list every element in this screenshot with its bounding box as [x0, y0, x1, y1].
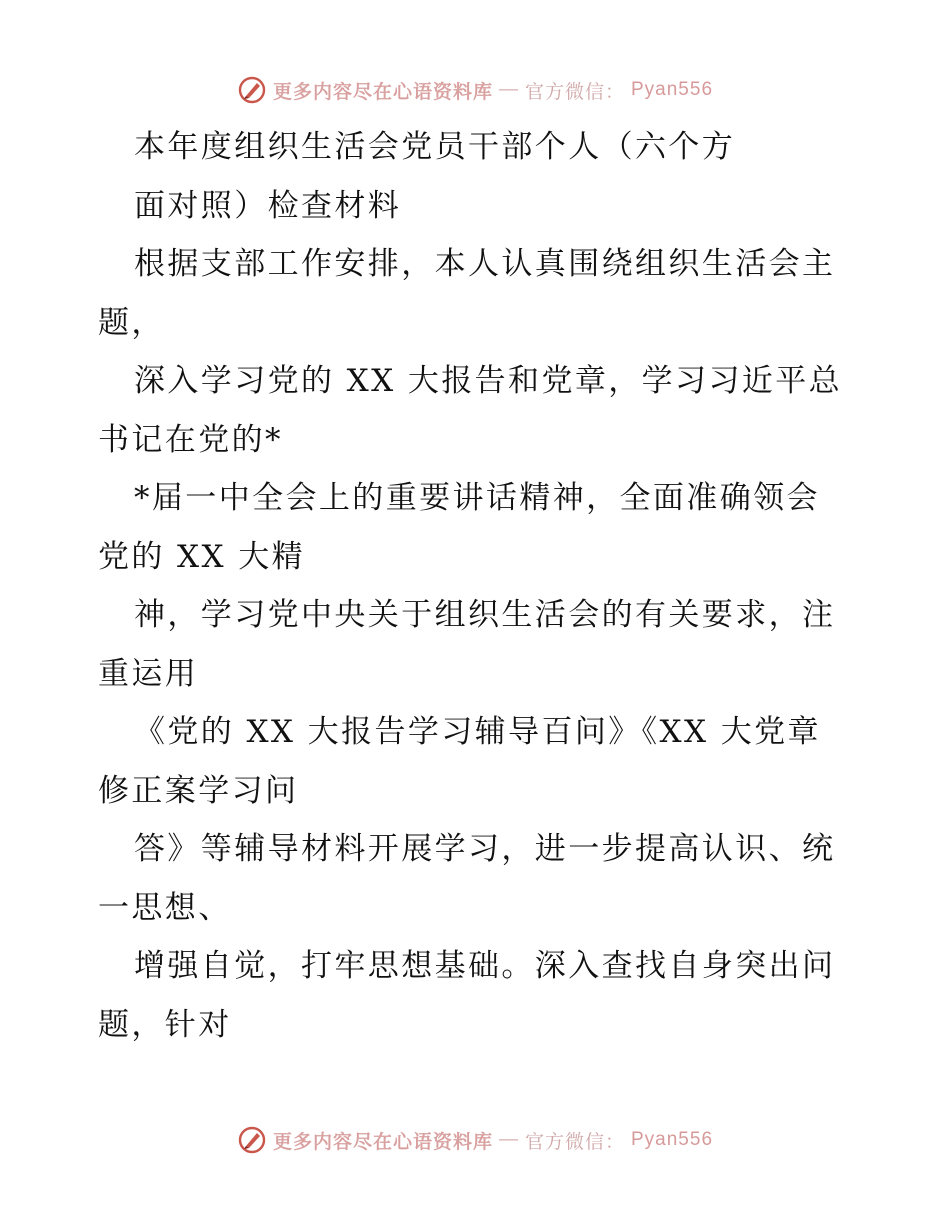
text-line: 神，学习党中央关于组织生活会的有关要求，注	[134, 597, 836, 633]
watermark-dash: —	[498, 1129, 519, 1150]
pen-logo-icon	[237, 75, 267, 105]
watermark-wechat-label: 官方微信：	[524, 1131, 625, 1153]
watermark-brand: 更多内容尽在心语资料库	[272, 1131, 493, 1153]
watermark-account: Pyan556	[631, 1129, 714, 1150]
text-line: 党的 XX 大精	[98, 538, 306, 575]
text-line: 深入学习党的 XX 大报告和党章，学习习近平总	[134, 363, 843, 399]
text-line: 一思想、	[98, 889, 232, 926]
watermark-wechat-label: 官方微信：	[524, 81, 625, 103]
document-body	[98, 118, 858, 1054]
watermark-banner	[237, 75, 713, 105]
text-line: 题，	[98, 304, 165, 341]
text-line: 题，针对	[98, 1006, 232, 1043]
text-line: *届一中全会上的重要讲话精神，全面准确领会	[134, 480, 820, 516]
text-line: 《党的 XX 大报告学习辅导百问》《XX 大党章	[134, 714, 821, 750]
watermark-account: Pyan556	[631, 79, 714, 100]
text-line: 修正案学习问	[98, 772, 299, 809]
header-watermark	[0, 70, 950, 110]
text-line: 面对照）检查材料	[134, 187, 402, 224]
text-line: 书记在党的*	[98, 421, 283, 458]
footer-watermark	[0, 1120, 950, 1160]
text-line: 重运用	[98, 655, 199, 692]
pen-logo-icon	[237, 1125, 267, 1155]
text-line: 根据支部工作安排，本人认真围绕组织生活会主	[134, 246, 836, 282]
watermark-brand: 更多内容尽在心语资料库	[272, 81, 493, 103]
watermark-dash: —	[498, 79, 519, 100]
text-line: 本年度组织生活会党员干部个人（六个方	[134, 129, 736, 165]
watermark-banner	[237, 1125, 713, 1155]
text-line: 增强自觉，打牢思想基础。深入查找自身突出问	[134, 948, 836, 984]
text-line: 答》等辅导材料开展学习，进一步提高认识、统	[134, 831, 836, 867]
